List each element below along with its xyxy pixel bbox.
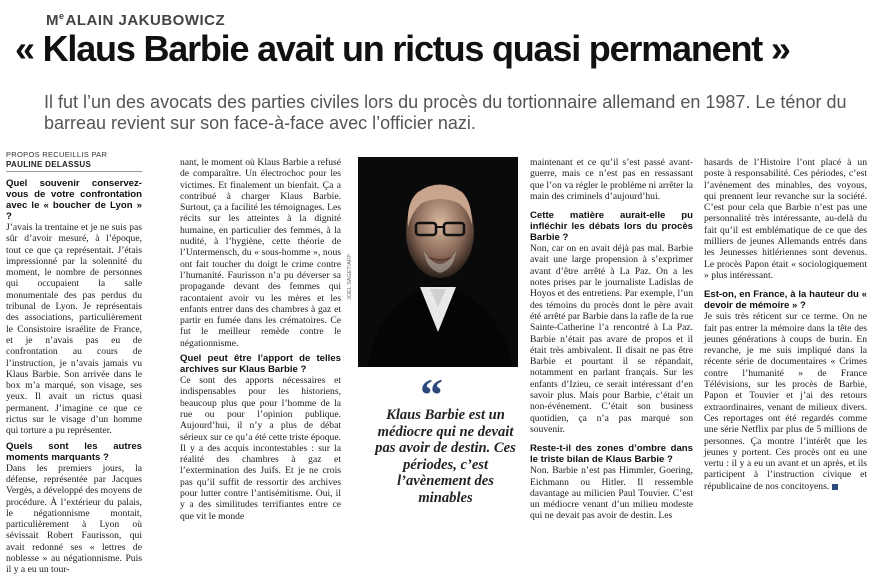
answer-4: Non, car on en avait déjà pas mal. Barbie avait une large propension à s’exprimer avant d’être arrêté à La Paz. On a les notes prises par le journaliste Ladislas de Hoyos et des entretiens. Par exemple, l’un des témoins du procès dont le père avait été arrêté par Barbie dans la rafle de la rue Sainte-Catherine l’a rencontré à La Paz. Barbie n’était pas avare de propos et il était très ambivalent. Il disait ne pas être Barbie et pourtant il se répandait, notamment en parlant français. Sur les enfants d’Izieu, ce serait intéressant d’en savoir plus. Mais pour Barbie, c’était un non-événement. C’était son business quotidien, ça n’a pas marqué son souvenir. [530, 243, 693, 435]
column-1 [6, 178, 142, 576]
kicker-name: ALAIN JAKUBOWICZ [65, 12, 226, 29]
pull-quote: Klaus Barbie est un médiocre qui ne devait pas avoir de destin. Ces périodes, c’est l’avènement des minables [375, 407, 516, 506]
headline: « Klaus Barbie avait un rictus quasi permanent » [15, 28, 790, 69]
standfirst: Il fut l’un des avocats des parties civiles lors du procès du tortionnaire allemand en 1987. Le ténor du barreau revient sur son face-à-face avec l’officier nazi. [44, 92, 847, 133]
interviewee-kicker [46, 11, 225, 29]
question-4: Cette matière aurait-elle pu infléchir les débats lors du procès Barbie ? [530, 210, 693, 244]
question-2: Quels sont les autres moments marquants ? [6, 440, 142, 463]
question-3: Quel peut être l’apport de telles archives sur Klaus Barbie ? [180, 353, 341, 376]
column-2 [180, 157, 341, 523]
answer-3: Ce sont des apports nécessaires et indispensables pour les historiens, beaucoup plus que pour l’homme de la rue ou pour l’opinion publique. Aujourd’hui, il n’y a plus de débat sérieux sur ce qu’a été cette triste époque. Il y a des acquis incontestables : sur la réalité des chambres à gaz et l’extermination des Juifs. Et je ne crois pas qu’il suffit de ressortir des archives pour lutter contre l’antisémitisme. Oui, il y a des similitudes terrifiantes entre ce que vit le monde [180, 375, 341, 522]
portrait-photo [358, 157, 518, 367]
answer-6-wrap [704, 311, 867, 492]
answer-1: J’avais la trentaine et je ne suis pas sûr d’avoir mesuré, à l’époque, tout ce que ça représentait. J’étais impressionné par la solennité du moment, le nombre de personnes qui occupaient la salle monumentale des pas perdus du tribunal de Lyon. Je représentais des associations, particulièrement le Consistoire israélite de France, et je n’avais pas eu de confrontation au cours de l’instruction, je n’avais jamais vu Klaus Barbie. Son arrivée dans le box m’a marqué, son visage, ses yeux. Il avait un rictus quasi permanent. J’imagine ce que ce rictus sur le visage d’un homme qui torture a pu représenter. [6, 222, 142, 437]
photo-credit: JOEL SAGET/AFP [347, 254, 353, 300]
answer-6: Je suis très réticent sur ce terme. On ne fait pas entrer la mémoire dans la tête des jeunes générations à coups de burin. En revanche, je me suis impliqué dans la récente série de documentaires « Crimes contre l’humanité » de France Télévisions, sur les procès de Barbie, Papon et Touvier et j’ai des retours extraordinaires, venant de milieux divers. Ces reportages ont été regardés comme une série Netflix par plus de 5 millions de personnes. Ça montre l’intérêt que les jeunes y portent. Ces procès ont eu une vertu : il y a eu un avant et un après, et ils participent à l’instruction civique et républicaine de nos concitoyens. [704, 311, 867, 492]
byline-rule [6, 171, 142, 172]
answer-5: Non. Barbie n’est pas Himmler, Goering, Eichmann ou Hitler. Il ressemble davantage au milicien Paul Touvier. C’est un médiocre venant d’un milieu modeste qui ne devait pas avoir de destin. Les [530, 465, 693, 522]
question-6: Est-on, en France, à la hauteur du « devoir de mémoire » ? [704, 289, 867, 312]
byline-label: PROPOS RECUEILLIS PAR [6, 150, 108, 159]
answer-2: Dans les premiers jours, la défense, représentée par Jacques Vergès, a développé des moyens de procédure. À l’extérieur du palais, le négationnisme montait, particulièrement à Lyon où sévissait Robert Faurisson, qui avait redonné ses « lettres de noblesse » au négationnisme. Puis il y a eu un tour- [6, 462, 142, 576]
byline-name: PAULINE DELASSUS [6, 160, 92, 169]
portrait-illustration [358, 157, 518, 367]
kicker-prefix: M [46, 12, 59, 29]
kicker-sup: e [59, 11, 65, 21]
end-mark-icon [832, 484, 838, 490]
column-3 [530, 157, 693, 523]
question-1: Quel souvenir conservez-vous de votre confrontation avec le « boucher de Lyon » ? [6, 178, 142, 222]
answer-2-cont: nant, le moment où Klaus Barbie a refusé de comparaître. Un électrochoc pour les victimes. Et finalement un bienfait. Ça a contribué à charger Klaus Barbie. Surtout, ça a facilité les témoignages. Les récits sur les atteintes à la dignité humaine, en particulier des femmes, à la nudité, à l’hygiène, cette théorie de l’Untermensch, du « sous-homme », nous ont fait toucher du doigt le crime contre l’humanité. Faurisson n’a pu déverser sa propagande devant des femmes qui racontaient avoir vu les mères et les enfants entrer dans des chambres à gaz et partir en fumée dans les crématoires. Ce fut le meilleur remède contre le négationnisme. [180, 157, 341, 349]
answer-5-cont: hasards de l’Histoire l’ont placé à un poste à responsabilité. Ces périodes, c’est l’avènement des minables, des voyous, qui prennent leur revanche sur la société. C’est pour cela que Barbie n’est pas une personnalité très intéressante, au-delà du fait qu’il est emblématique de ce que des milliers de jeunes Allemands entrés dans les Jeunesses hitlériennes sont devenus. Le procès Papon était « sociologiquement » plus intéressant. [704, 157, 867, 281]
quote-mark-icon: “ [420, 369, 443, 420]
column-4 [704, 157, 867, 523]
question-5: Reste-t-il des zones d’ombre dans le triste bilan de Klaus Barbie ? [530, 443, 693, 466]
answer-3-cont: maintenant et ce qu’il s’est passé avant-guerre, mais ce n’est pas en ressassant que l’on va régler le problème ni arrêter la main des criminels d’aujourd’hui. [530, 157, 693, 202]
